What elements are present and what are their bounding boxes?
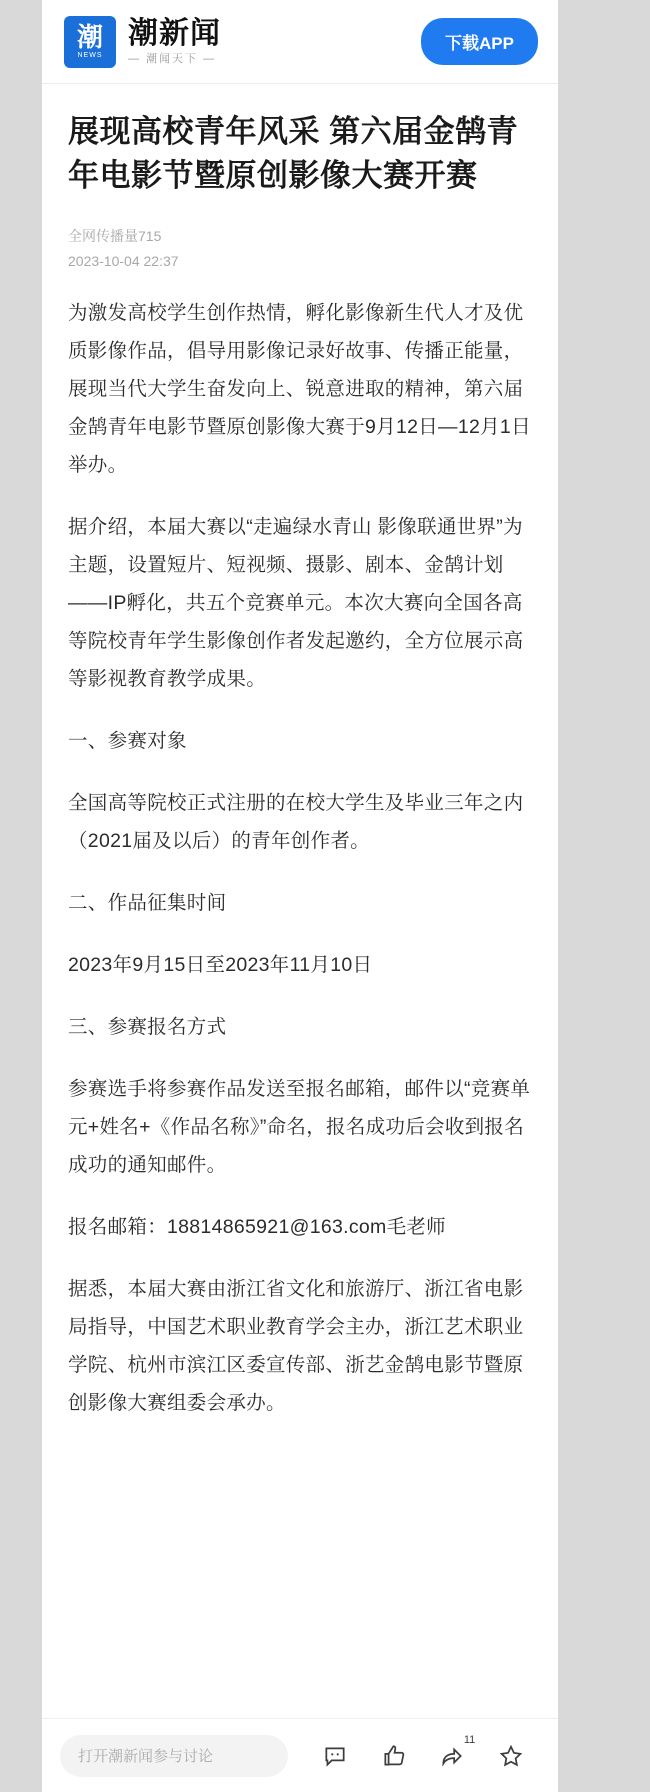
- download-app-button[interactable]: 下载APP: [421, 18, 538, 65]
- page-left-edge: [0, 0, 42, 1792]
- thumbs-up-icon[interactable]: [377, 1739, 411, 1773]
- brand-slogan: — 潮闻天下 —: [128, 52, 217, 65]
- app-header: [42, 0, 558, 84]
- publish-timestamp: 2023-10-04 22:37: [68, 253, 179, 269]
- comment-icon[interactable]: [318, 1739, 352, 1773]
- article-body: [42, 84, 558, 1422]
- brand-name: 潮新闻: [128, 16, 221, 50]
- article-paragraph: 为激发高校学生创作热情，孵化影像新生代人才及优质影像作品，倡导用影像记录好故事、传播正能量，展现当代大学生奋发向上、锐意进取的精神，第六届金鹄青年电影节暨原创影像大赛于9月12日—12月1日举办。: [68, 302, 531, 476]
- article-contact-email: 报名邮箱：18814865921@163.com毛老师: [68, 1216, 446, 1238]
- article-subheading: 二、作品征集时间: [68, 892, 227, 914]
- article-subheading: 三、参赛报名方式: [68, 1016, 227, 1038]
- article-meta: [68, 224, 532, 274]
- bottom-icons: [288, 1733, 540, 1773]
- article-subheading: 一、参赛对象: [68, 730, 187, 752]
- page-right-edge: [608, 0, 650, 1792]
- share-count-badge: 11: [463, 1733, 476, 1746]
- spread-count: 全网传播量715: [68, 228, 162, 244]
- article-paragraph: 据介绍，本届大赛以“走遍绿水青山 影像联通世界”为主题，设置短片、短视频、摄影、剧本、金鹄计划——IP孵化，共五个竞赛单元。本次大赛向全国各高等院校青年学生影像创作者发起邀约，全方位展示高等影视教育教学成果。: [68, 516, 524, 690]
- logo-glyph: 潮: [76, 22, 103, 52]
- share-icon[interactable]: [435, 1733, 476, 1773]
- article-paragraph: 参赛选手将参赛作品发送至报名邮箱，邮件以“竞赛单元+姓名+《作品名称》”命名，报名成功后会收到报名成功的通知邮件。: [68, 1078, 531, 1176]
- app-logo-icon[interactable]: [64, 16, 116, 68]
- logo-en-text: NEWS: [77, 52, 103, 59]
- article-paragraph: 据悉，本届大赛由浙江省文化和旅游厅、浙江省电影局指导，中国艺术职业教育学会主办，浙江艺术职业学院、杭州市滨江区委宣传部、浙艺金鹄电影节暨原创影像大赛组委会承办。: [68, 1278, 524, 1414]
- comment-input[interactable]: 打开潮新闻参与讨论: [60, 1735, 288, 1777]
- article-page: [42, 0, 558, 1792]
- bottom-action-bar: [42, 1718, 558, 1792]
- article-paragraph: 2023年9月15日至2023年11月10日: [68, 954, 373, 976]
- page-title: 展现高校青年风采 第六届金鹄青年电影节暨原创影像大赛开赛: [68, 114, 519, 193]
- star-icon[interactable]: [494, 1739, 528, 1773]
- article-paragraph: 全国高等院校正式注册的在校大学生及毕业三年之内（2021届及以后）的青年创作者。: [68, 792, 524, 852]
- brand-block: [128, 17, 221, 67]
